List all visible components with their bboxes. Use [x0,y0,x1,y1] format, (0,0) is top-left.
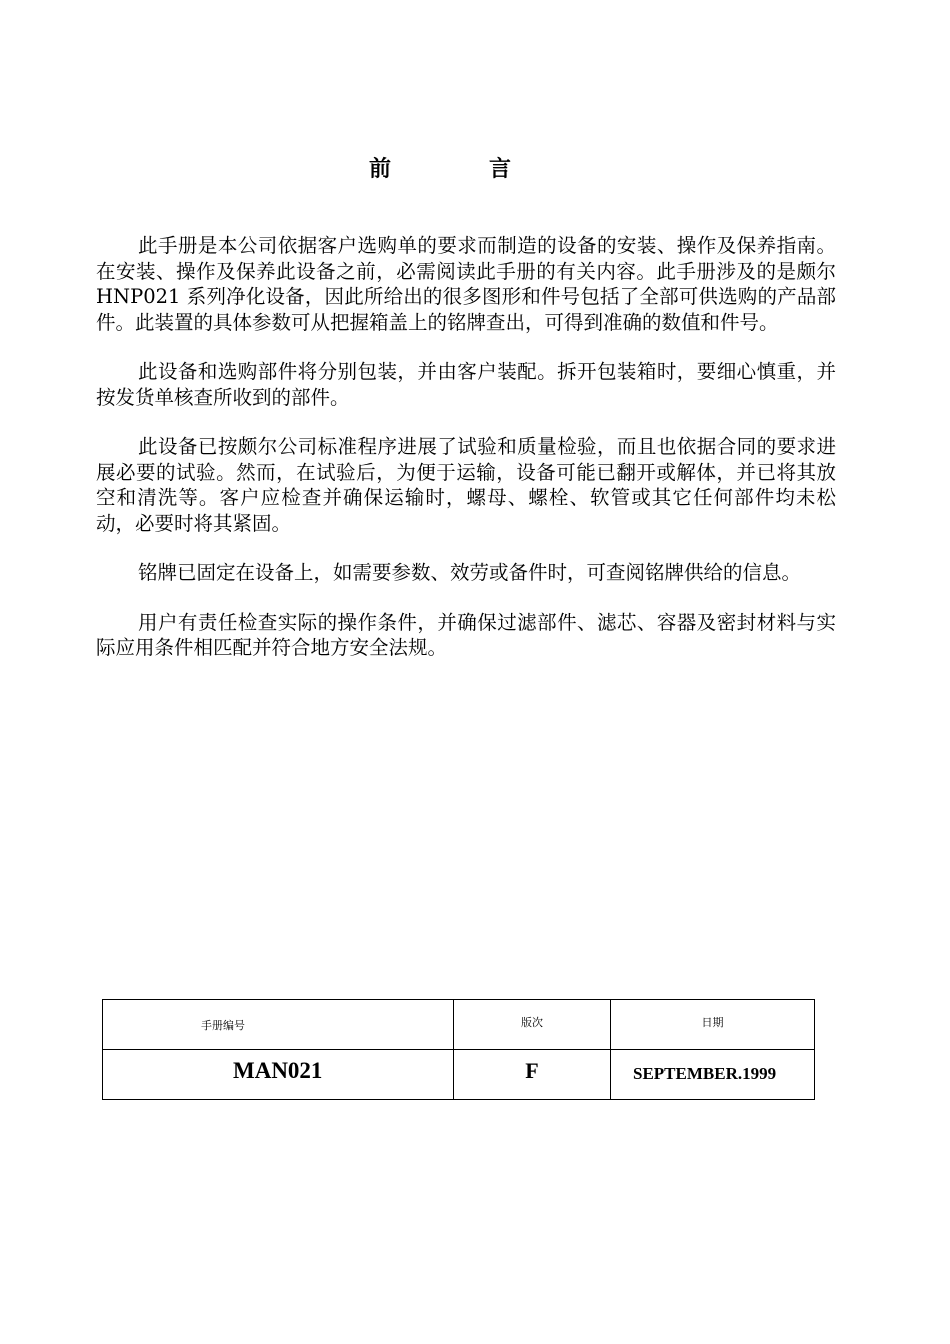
table-value-row [103,1050,815,1100]
date-value: SEPTEMBER.1999 [633,1064,777,1083]
paragraph: 此设备和选购部件将分别包装，并由客户装配。拆开包装箱时，要细心慎重，并按发货单核查所收到的部件。 [96,360,836,409]
date-header: 日期 [701,1016,724,1029]
preface-body [96,233,836,685]
paragraph: 铭牌已固定在设备上，如需要参数、效劳或备件时，可查阅铭牌供给的信息。 [138,561,802,584]
date-header-cell [611,1000,815,1050]
edition-value-cell [454,1050,611,1100]
page-title: 前 言 [368,156,549,182]
edition-header-cell [454,1000,611,1050]
manual-number-header-cell [103,1000,454,1050]
manual-number-value: MAN021 [233,1058,323,1083]
manual-number-value-cell [103,1050,454,1100]
manual-number-header: 手册编号 [201,1019,245,1032]
paragraph: 此手册是本公司依据客户选购单的要求而制造的设备的安装、操作及保养指南。在安装、操作及保养此设备之前，必需阅读此手册的有关内容。此手册涉及的是颇尔 HNP021 系列净化设备，因此所给出的很多图形和件号包括了全部可供选购的产品部件。此装置的具体参数可从把握箱盖上的铭牌查出，可得到准确的数值和件号。 [96,234,836,334]
edition-value: F [525,1058,539,1083]
date-value-cell [611,1050,815,1100]
paragraph: 此设备已按颇尔公司标准程序进展了试验和质量检验，而且也依据合同的要求进展必要的试验。然而，在试验后，为便于运输，设备可能已翻开或解体，并已将其放空和清洗等。客户应检查并确保运输时，螺母、螺栓、软管或其它任何部件均未松动，必要时将其紧固。 [96,435,836,535]
paragraph: 用户有责任检查实际的操作条件，并确保过滤部件、滤芯、容器及密封材料与实际应用条件相匹配并符合地方安全法规。 [96,610,836,659]
edition-header: 版次 [521,1016,543,1029]
manual-info-table [102,999,815,1100]
table-header-row [103,1000,815,1050]
